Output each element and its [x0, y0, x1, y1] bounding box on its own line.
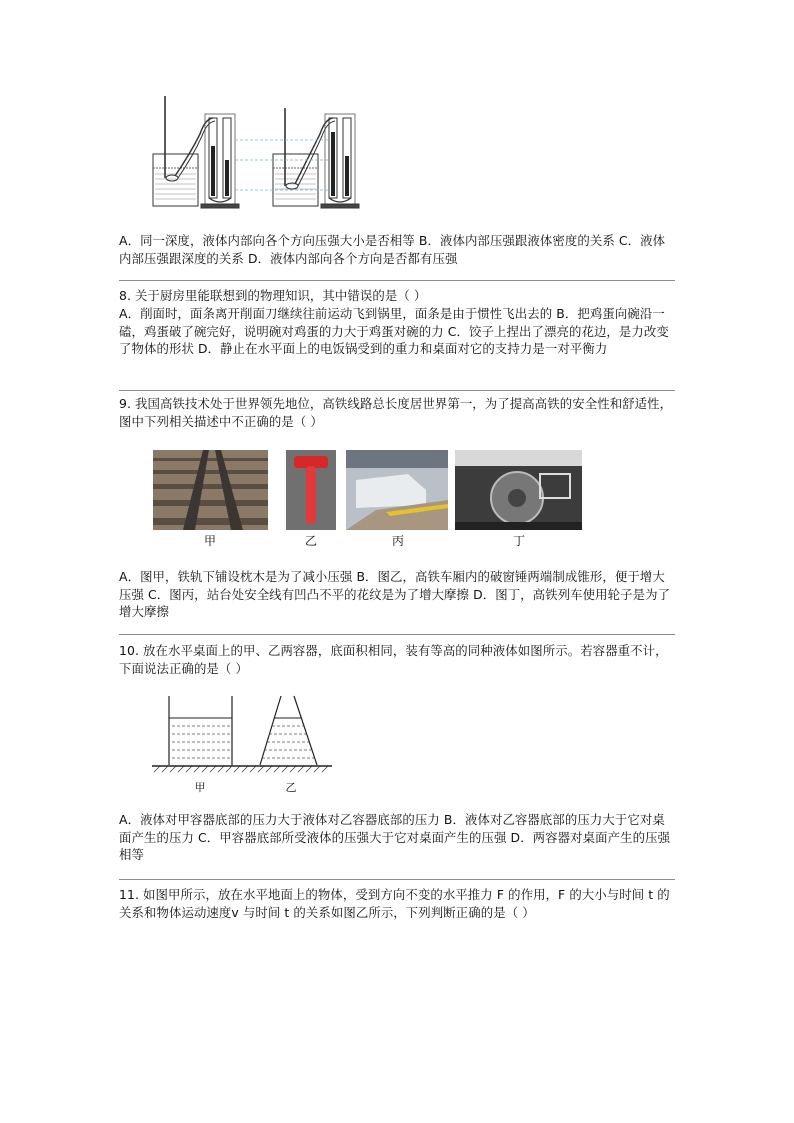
caption-jia: 甲 [203, 534, 216, 548]
caption-jia-10: 甲 [194, 781, 206, 794]
train-platform-photo [346, 450, 448, 530]
right-apparatus [273, 108, 359, 208]
q11-stem: 11. 如图甲所示，放在水平地面上的物体，受到方向不变的水平推力 F 的作用，F 的大小与时间 t 的关系和物体运动速度v 与时间 t 的关系如图乙所示，下列判断正确的是（ ） [119, 887, 670, 920]
q8-stem: 8. 关于厨房里能联想到的物理知识，其中错误的是（ ） [119, 288, 427, 303]
caption-yi: 乙 [304, 534, 317, 548]
container-yi [260, 696, 317, 765]
q7-options: A．同一深度，液体内部向各个方向压强大小是否相等 B．液体内部压强跟液体密度的关系 C．液体内部压强跟深度的关系 D．液体内部向各个方向是否都有压强 [119, 233, 666, 266]
train-wheel-photo [455, 450, 582, 530]
q9-stem: 9. 我国高铁技术处于世界领先地位，高铁线路总长度居世界第一，为了提高高铁的安全性和舒适性，图中下列相关描述中不正确的是（ ） [119, 396, 673, 429]
q10-stem: 10. 放在水平桌面上的甲、乙两容器，底面积相同，装有等高的同种液体如图所示。若容器重不计，下面说法正确的是（ ） [119, 643, 668, 676]
containers-figure [152, 694, 332, 774]
emergency-hammer-photo [286, 450, 336, 530]
caption-yi-10: 乙 [285, 781, 297, 794]
divider [119, 634, 675, 635]
left-apparatus [153, 96, 239, 208]
railway-track-photo [153, 450, 268, 530]
container-jia [169, 696, 232, 765]
caption-ding: 丁 [512, 534, 525, 548]
divider [119, 280, 675, 281]
q8-options: A．削面时，面条离开削面刀继续往前运动飞到锅里，面条是由于惯性飞出去的 B．把鸡蛋向碗沿一磕，鸡蛋破了碗完好，说明碗对鸡蛋的力大于鸡蛋对碗的力 C．饺子上捏出了漂亮的花边，是力改变了物体的形状 D．静止在水平面上的电饭锅受到的重力和桌面对它的支持力是一对平衡力 [119, 306, 669, 356]
divider [119, 390, 675, 391]
q10-options: A．液体对甲容器底部的压力大于液体对乙容器底部的压力 B．液体对乙容器底部的压力大于它对桌面产生的压力 C．甲容器底部所受液体的压强大于它对桌面产生的压强 D．两容器对桌面产生的压强相等 [119, 812, 671, 862]
q9-options: A．图甲，铁轨下铺设枕木是为了减小压强 B．图乙，高铁车厢内的破窗锤两端制成锥形，便于增大压强 C．图丙，站台处安全线有凹凸不平的花纹是为了增大摩擦 D．图丁，高铁列车使用轮子是为了增大摩擦 [119, 569, 671, 619]
divider [119, 879, 675, 880]
caption-bing: 丙 [391, 534, 404, 548]
pressure-gauge-figure [145, 94, 360, 212]
